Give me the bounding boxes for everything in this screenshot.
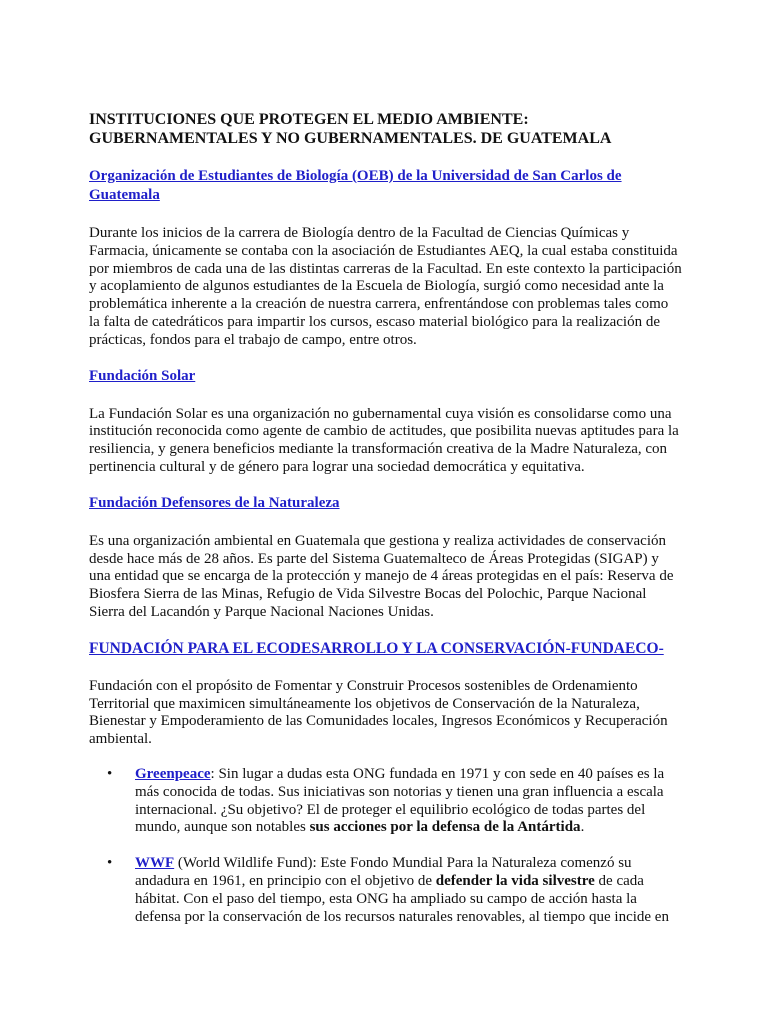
section-body-oeb: Durante los inicios de la carrera de Biología dentro de la Facultad de Ciencias Químicas y Farmacia, únicamente se contaba con la asociación de Estudiantes AEQ, la cual estaba constituida por miembros de cada una de las distintas carreras de la Facultad. En este contexto la participación y acoplamiento de algunos estudiantes de la Escuela de Biología, surgió como necesidad ante la problemática inherente a la creación de nuestra carrera, enfrentándose con problemas tales como la falta de catedráticos para impartir los cursos, escaso material biológico para la realización de prácticas, fondos para el trabajo de campo, entre otros.	[89, 225, 682, 348]
section-heading-oeb	[89, 167, 682, 205]
list-item-wwf	[107, 855, 682, 926]
link-fundacion-solar[interactable]: Fundación Solar	[89, 367, 196, 384]
wwf-bold-text: defender la vida silvestre	[435, 872, 595, 889]
link-wwf[interactable]: WWF	[135, 855, 175, 872]
wwf-text: (World Wildlife Fund): Este Fondo Mundial Para la Naturaleza comenzó su andadura en 1961, en principio con el objetivo de	[135, 855, 632, 889]
section-body-fundacion-solar: La Fundación Solar es una organización no gubernamental cuya visión es consolidarse como una institución reconocida como agente de cambio de actitudes, que posibilita nuevas aptitudes para la resiliencia, y genera beneficios mediante la transformación creativa de la Madre Naturaleza, con pertinencia cultural y de género para lograr una sociedad democrática y equitativa.	[89, 405, 679, 475]
greenpeace-text: : Sin lugar a dudas esta ONG fundada en 1971 y con sede en 40 países es la más conocida de todas. Sus iniciativas son notorias y tienen una gran influencia a escala internacional. ¿Su objetivo? El de proteger el equilibrio ecológico de todas partes del mundo, aunque son notables	[135, 765, 665, 836]
link-greenpeace[interactable]: Greenpeace	[135, 765, 211, 782]
section-heading-fundacion-solar	[89, 367, 682, 386]
greenpeace-tail: .	[580, 819, 585, 836]
section-heading-defensores	[89, 494, 682, 513]
wwf-tail: de cada hábitat. Con el paso del tiempo, esta ONG ha ampliado su campo de acción hasta la defensa por la conservación de los recursos naturales renovables, al tiempo que incide en	[135, 872, 669, 925]
greenpeace-bold-text: sus acciones por la defensa de la Antártida	[309, 819, 581, 836]
link-defensores[interactable]: Fundación Defensores de la Naturaleza	[89, 494, 340, 511]
organization-list	[89, 766, 682, 926]
link-fundaeco[interactable]: FUNDACIÓN PARA EL ECODESARROLLO Y LA CONSERVACIÓN-FUNDAECO-	[89, 639, 664, 657]
section-heading-fundaeco	[89, 639, 682, 658]
list-item-greenpeace	[107, 765, 682, 837]
link-oeb[interactable]: Organización de Estudiantes de Biología (OEB) de la Universidad de San Carlos de Guatemala	[89, 168, 622, 203]
section-body-fundaeco: Fundación con el propósito de Fomentar y Construir Procesos sostenibles de Ordenamiento Territorial que maximicen simultáneamente los objetivos de Conservación de la Naturaleza, Bienestar y Empoderamiento de las Comunidades locales, Ingresos Económicos y Recuperación ambiental.	[89, 677, 668, 748]
bullet-marker: •	[107, 765, 113, 782]
section-body-defensores: Es una organización ambiental en Guatemala que gestiona y realiza actividades de conservación desde hace más de 28 años. Es parte del Sistema Guatemalteco de Áreas Protegidas (SIGAP) y una entidad que se encarga de la protección y manejo de 4 áreas protegidas en el país: Reserva de Biosfera Sierra de las Minas, Refugio de Vida Silvestre Bocas del Polochic, Parque Nacional Sierra del Lacandón y Parque Nacional Naciones Unidas.	[89, 532, 674, 620]
bullet-marker: •	[107, 855, 113, 872]
document-title: INSTITUCIONES QUE PROTEGEN EL MEDIO AMBIENTE: GUBERNAMENTALES Y NO GUBERNAMENTALES. DE GUATEMALA	[89, 111, 612, 147]
